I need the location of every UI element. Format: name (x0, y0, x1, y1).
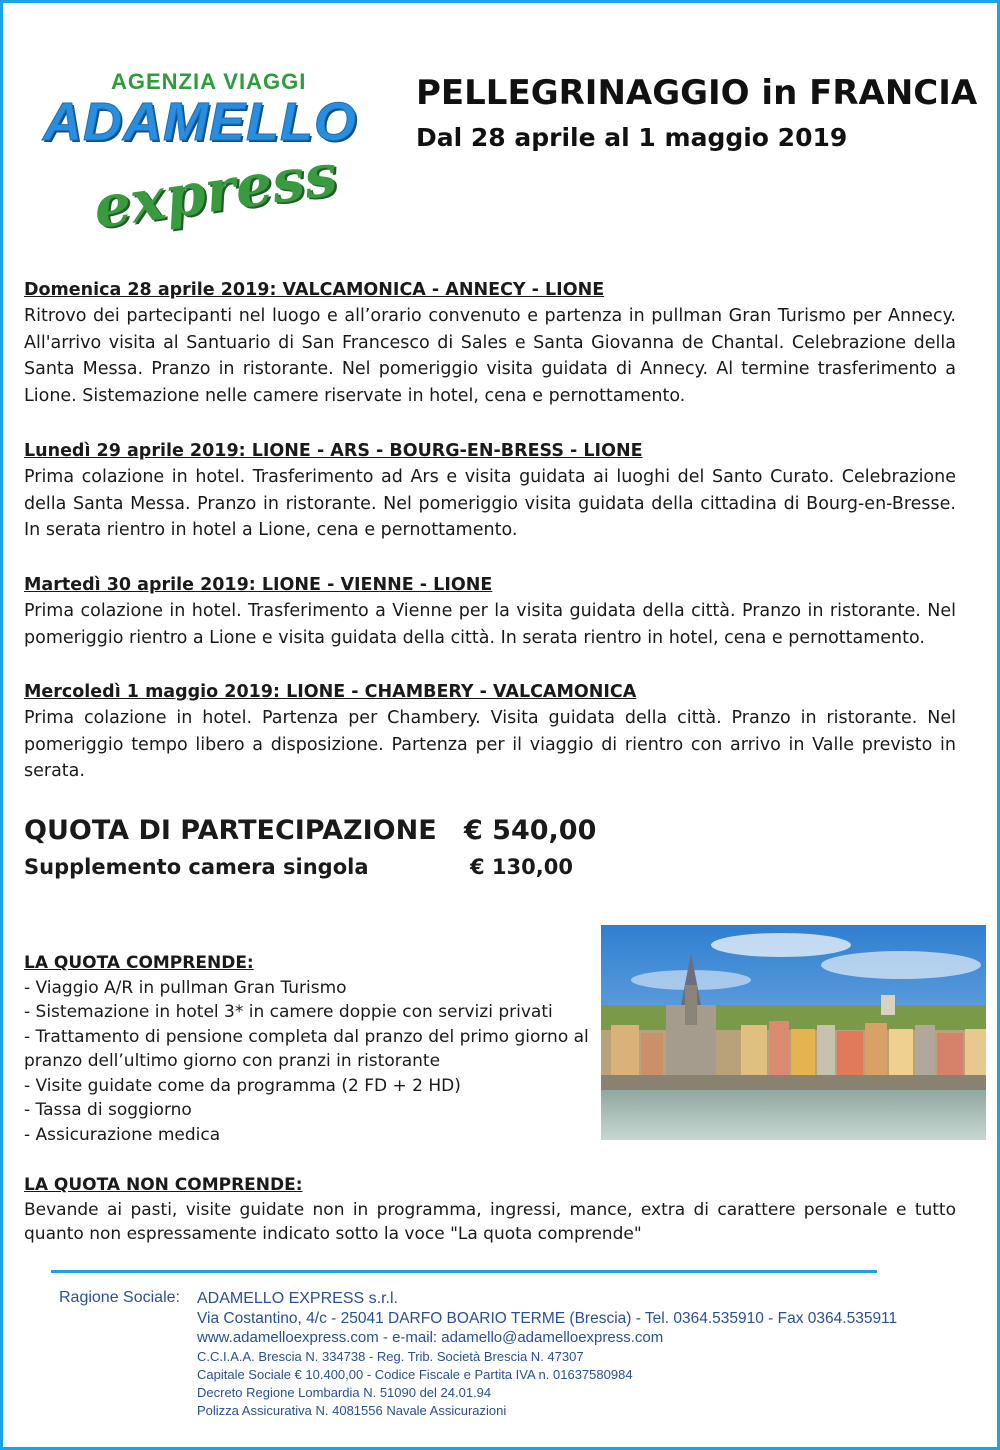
day-heading: Martedì 30 aprile 2019: LIONE - VIENNE - LIONE (24, 575, 493, 595)
day-heading: Lunedì 29 aprile 2019: LIONE - ARS - BOURG-EN-BRESS - LIONE (24, 441, 643, 461)
excludes-heading: LA QUOTA NON COMPRENDE: (24, 1175, 303, 1195)
quota-label: QUOTA DI PARTECIPAZIONE (24, 815, 437, 846)
trip-dates: Dal 28 aprile al 1 maggio 2019 (416, 123, 848, 152)
company-insurance: Polizza Assicurativa N. 4081556 Navale Assicurazioni (197, 1402, 507, 1418)
itinerary-day-4 (24, 679, 956, 785)
lyon-photo (601, 925, 986, 1140)
footer-lines (197, 1289, 897, 1420)
itinerary-day-2 (24, 438, 956, 544)
supplement-row (24, 855, 573, 879)
list-item: - Sistemazione in hotel 3* in camere doppie con servizi privati (24, 1002, 553, 1022)
day-heading: Domenica 28 aprile 2019: VALCAMONICA - ANNECY - LIONE (24, 280, 605, 300)
itinerary-day-3 (24, 572, 956, 651)
company-web: www.adamelloexpress.com - e-mail: adamello@adamelloexpress.com (197, 1329, 664, 1346)
day-description: Prima colazione in hotel. Trasferimento ad Ars e visita guidata ai luoghi del Santo Curato. Celebrazione della Santa Messa. Pranzo in ristorante. Nel pomeriggio visita guidata della cittadina di Bourg-en-Bresse. In serata rientro in hotel a Lione, cena e pernottamento. (24, 467, 956, 540)
quota-row (24, 815, 597, 846)
day-description: Prima colazione in hotel. Trasferimento a Vienne per la visita guidata della città. Pranzo in ristorante. Nel pomeriggio rientro a Lione e visita guidata della città. In serata rientro in hotel, cena e pernottamento. (24, 601, 956, 648)
supplement-amount: € 130,00 (470, 855, 573, 879)
company-decree: Decreto Regione Lombardia N. 51090 del 24.01.94 (197, 1384, 492, 1400)
footer-label: Ragione Sociale: (59, 1289, 180, 1306)
day-description: Prima colazione in hotel. Partenza per Chambery. Visita guidata della città. Pranzo in ristorante. Nel pomeriggio tempo libero a disposizione. Partenza per il viaggio di rientro con arrivo in Valle previsto in serata. (24, 708, 956, 781)
excludes-section (24, 1173, 956, 1247)
itinerary-day-1 (24, 277, 956, 409)
day-heading: Mercoledì 1 maggio 2019: LIONE - CHAMBERY - VALCAMONICA (24, 682, 637, 702)
includes-section (24, 951, 589, 1147)
excludes-text: Bevande ai pasti, visite guidate non in programma, ingressi, mance, extra di carattere personale e tutto quanto non espressamente indicato sotto la voce "La quota comprende" (24, 1199, 956, 1244)
list-item: - Tassa di soggiorno (24, 1100, 192, 1120)
company-address: Via Costantino, 4/c - 25041 DARFO BOARIO TERME (Brescia) - Tel. 0364.535910 - Fax 0364.535911 (197, 1309, 898, 1327)
company-capital: Capitale Sociale € 10.400,00 - Codice Fiscale e Partita IVA n. 01637580984 (197, 1366, 633, 1382)
list-item: - Visite guidate come da programma (2 FD + 2 HD) (24, 1075, 461, 1096)
page-title: PELLEGRINAGGIO in FRANCIA (416, 73, 978, 113)
includes-heading: LA QUOTA COMPRENDE: (24, 953, 254, 973)
agency-logo (43, 65, 373, 242)
day-description: Ritrovo dei partecipanti nel luogo e all’orario convenuto e partenza in pullman Gran Turismo per Annecy. All'arrivo visita al Santuario di San Francesco di Sales e Santa Giovanna de Chantal. Celebrazione della Santa Messa. Pranzo in ristorante. Nel pomeriggio visita guidata di Annecy. Al termine trasferimento a Lione. Sistemazione nelle camere riservate in hotel, cena e pernottamento. (24, 306, 956, 406)
company-registry: C.C.I.A.A. Brescia N. 334738 - Reg. Trib. Società Brescia N. 47307 (197, 1348, 584, 1364)
includes-list (24, 976, 589, 1148)
list-item: - Trattamento di pensione completa dal pranzo del primo giorno al pranzo dell’ultimo giorno con pranzi in ristorante (24, 1026, 589, 1071)
list-item: - Assicurazione medica (24, 1124, 221, 1145)
list-item: - Viaggio A/R in pullman Gran Turismo (24, 977, 347, 998)
company-name: ADAMELLO EXPRESS s.r.l. (197, 1290, 398, 1307)
quota-amount: € 540,00 (464, 815, 597, 846)
footer-divider (51, 1270, 877, 1273)
supplement-label: Supplemento camera singola (24, 855, 369, 879)
logo-tagline-text: express (89, 140, 342, 242)
logo-brand-text: ADAMELLO (43, 92, 357, 152)
logo-agenzia-text: AGENZIA VIAGGI (111, 69, 307, 94)
